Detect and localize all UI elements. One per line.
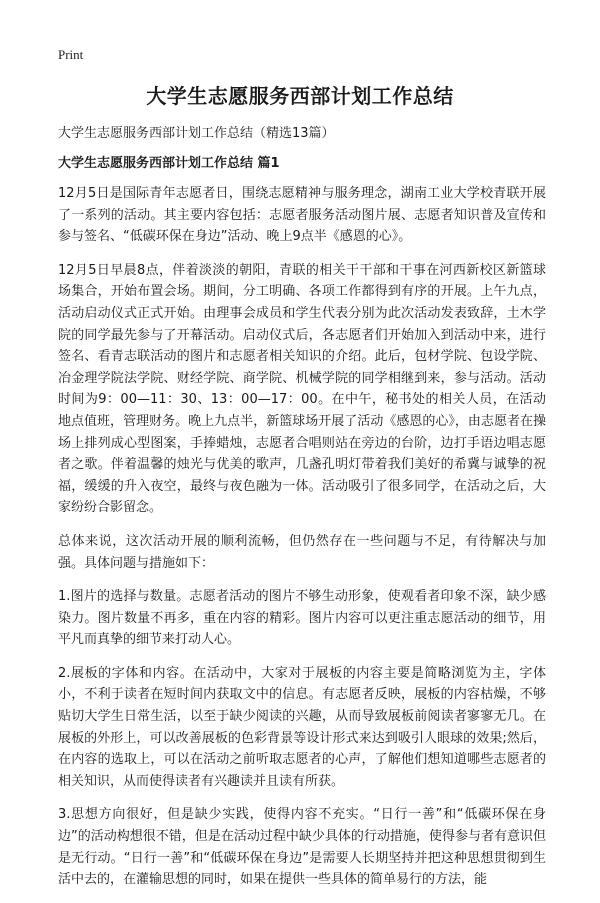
page-title: 大学生志愿服务西部计划工作总结 (146, 84, 454, 108)
section-heading: 大学生志愿服务西部计划工作总结 篇1 (58, 156, 280, 171)
document-body (58, 183, 546, 903)
paragraph-issue-2: 2.展板的字体和内容。在活动中，大家对于展板的内容主要是简略浏览为主，字体小，不利于读者在短时间内获取文中的信息。有志愿者反映，展板的内容枯燥，不够贴切大学生日常生活，以至于缺少阅读的兴趣，从而导致展板前阅读者寥寥无几。在展板的外形上，可以改善展板的色彩背景等设计形式来达到吸引人眼球的效果;然后，在内容的选取上，可以在活动之前听取志愿者的心声，了解他们想知道哪些志愿者的相关知识，从而使得读者有兴趣读并且读有所获。 (58, 665, 546, 789)
paragraph-intro: 12月5日是国际青年志愿者日，围绕志愿精神与服务理念，湖南工业大学校青联开展了一系列的活动。其主要内容包括：志愿者服务活动图片展、志愿者知识普及宣传和参与签名、“低碳环保在身边”活动、晚上9点半《感恩的心》。 (58, 186, 546, 245)
paragraph-event-details: 12月5日早晨8点，伴着淡淡的朝阳，青联的相关干干部和干事在河西新校区新篮球场集合，开始布置会场。期间，分工明确、各项工作都得到有序的开展。上午九点，活动启动仪式正式开始。由理事会成员和学生代表分别为此次活动发表致辞，土木学院的同学最先参与了开幕活动。启动仪式后，各志愿者们开始加入到活动中来，进行签名、看青志联活动的图片和志愿者相关知识的介绍。此后，包材学院、包设学院、冶金理学院法学院、财经学院、商学院、机械学院的同学相继到来，参与活动。活动时间为9：00—11：30、13：00—17：00。在中午，秘书处的相关人员，在活动地点值班，管理财务。晚上九点半，新篮球场开展了活动《感恩的心》，由志愿者在操场上排列成心型图案，手捧蜡烛，志愿者合唱则站在旁边的台阶，边打手语边唱志愿者之歌。伴着温馨的烛光与优美的歌声，几盏孔明灯带着我们美好的希冀与诚挚的祝福，缓缓的升入夜空，最终与夜色融为一体。活动吸引了很多同学，在活动之后，大家纷纷合影留念。 (58, 262, 546, 516)
print-link[interactable]: Print (58, 47, 84, 62)
paragraph-summary: 总体来说，这次活动开展的顺利流畅，但仍然存在一些问题与不足，有待解决与加强。具体问题与措施如下： (58, 533, 546, 571)
document-subtitle: 大学生志愿服务西部计划工作总结（精选13篇） (58, 126, 335, 141)
paragraph-issue-3: 3.思想方向很好，但是缺少实践，使得内容不充实。“日行一善”和“低碳环保在身边”的活动构想很不错，但是在活动过程中缺少具体的行动措施，使得参与者有意识但是无行动。“日行一善”和“低碳环保在身边”是需要人长期坚持并把这种思想贯彻到生活中去的，在灌输思想的同时，如果在提供一些具体的简单易行的方法，能 (58, 807, 546, 888)
paragraph-issue-1: 1.图片的选择与数量。志愿者活动的图片不够生动形象，使观看者印象不深，缺少感染力。图片数量不再多，重在内容的精彩。图片内容可以更注重志愿活动的细节，用平凡而真挚的细节来打动人心。 (58, 589, 546, 648)
